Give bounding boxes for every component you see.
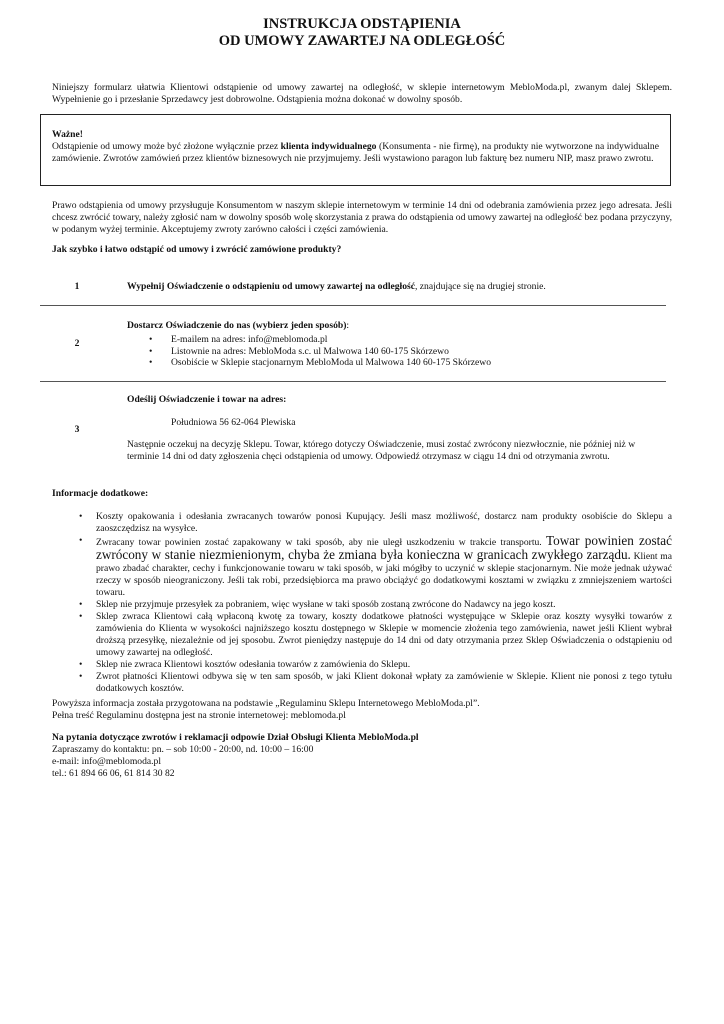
info-item: • Sklep zwraca Klientowi całą wpłaconą kwotę za towary, koszty dodatkowe płatności występujące w Sklepie oraz koszty wysyłki towarów z zamówienia do Klienta w wysokości najniższego kosztu dostępnego w Sklepie w momencie złożenia tego zamówienia, nawet jeśli Klient wybrał droższą przesyłkę, niezależnie od jej sposobu. Zwrot pieniędzy następuje do 14 dni od daty otrzymania przez Sklep Oświadczenia o odstąpieniu od umowy zawartej na odległość. xyxy=(52,611,672,659)
step-1-bold: Wypełnij Oświadczenie o odstąpieniu od umowy zawartej na odległość xyxy=(127,281,415,292)
document-title xyxy=(0,16,724,50)
basis-note xyxy=(52,698,672,722)
info-item: • Koszty opakowania i odesłania zwracanych towarów ponosi Kupujący. Jeśli masz możliwość, dostarcz nam produkty osobiście do Sklepu a zaoszczędzisz na wysyłce. xyxy=(52,511,672,535)
contact-phone: tel.: 61 894 66 06, 61 814 30 82 xyxy=(52,768,175,779)
info-item xyxy=(52,535,672,599)
title-line-2: OD UMOWY ZAWARTEJ NA ODLEGŁOŚĆ xyxy=(218,33,506,49)
step-1-number: 1 xyxy=(74,281,80,292)
info-item: • Sklep nie zwraca Klientowi kosztów odesłania towarów z zamówienia do Sklepu. xyxy=(52,659,672,671)
contact-section xyxy=(52,732,672,780)
step-2-number: 2 xyxy=(74,338,80,349)
intro-paragraph: Niniejszy formularz ułatwia Klientowi odstąpienie od umowy zawartej na odległość, w sklepie internetowym MebloModa.pl, zwanym dalej Sklepem. Wypełnienie go i przesłanie Sprzedawcy jest dobrowolne. Odstąpienia można dokonać w dowolny sposób. xyxy=(52,82,672,105)
step-divider xyxy=(40,305,666,306)
info-item: • Zwrot płatności Klientowi odbywa się w ten sam sposób, w jaki Klient dokonał wpłaty za zamówienie w Sklepie. Klient nie ponosi z tego tytułu dodatkowych kosztów. xyxy=(52,671,672,695)
step-1-rest: , znajdujące się na drugiej stronie. xyxy=(415,281,546,292)
step-2-text xyxy=(127,320,667,369)
contact-heading: Na pytania dotyczące zwrotów i reklamacji odpowie Dział Obsługi Klienta MebloModa.pl xyxy=(52,732,419,743)
notice-text-start: Odstąpienie od umowy może być złożone wyłącznie przez xyxy=(52,141,281,152)
contact-email: e-mail: info@meblomoda.pl xyxy=(52,756,162,767)
contact-hours: Zapraszamy do kontaktu: pn. – sob 10:00 - 20:00, nd. 10:00 – 16:00 xyxy=(52,744,314,755)
basis-line-1: Powyższa informacja została przygotowana na podstawie „Regulaminu Sklepu Internetowego MebloModa.pl”. xyxy=(52,698,480,709)
step-2-rest: : xyxy=(346,320,350,331)
step-3-number: 3 xyxy=(74,424,80,435)
title-line-1: INSTRUKCJA ODSTĄPIENIA xyxy=(263,16,461,32)
info-item-start: Zwracany towar powinien zostać zapakowany w taki sposób, aby nie uległ uszkodzeniu w trakcie transportu. xyxy=(96,537,547,548)
notice-text-end: (Konsumenta - nie firmę), na produkty nie wytworzone na indywidualne zamówienie. Zwrotów zamówień przez klientów biznesowych nie przyjmujemy. Jeśli wystawiono paragon lub fakturę bez numeru NIP, masz prawo zwrotu. xyxy=(52,141,659,164)
step-divider xyxy=(40,381,666,382)
step-3-note: Następnie oczekuj na decyzję Sklepu. Towar, którego dotyczy Oświadczenie, musi zostać zwrócony niezwłocznie, nie później niż w terminie 14 dni od daty zgłoszenia chęci odstąpienia od umowy. Odpowiedź otrzymasz w ciągu 14 dni od otrzymania zwrotu. xyxy=(127,439,636,462)
info-heading: Informacje dodatkowe: xyxy=(52,488,149,499)
delivery-option: • Osobiście w Sklepie stacjonarnym MebloModa ul Malwowa 140 60-175 Skórzewo xyxy=(171,357,667,369)
notice-heading: Ważne! xyxy=(52,129,83,140)
rights-paragraph: Prawo odstąpienia od umowy przysługuje Konsumentom w naszym sklepie internetowym w terminie 14 dni od odebrania zamówienia przez jego adresata. Jeśli chcesz zwrócić towary, należy zgłosić nam w dowolny sposób wolę skorzystania z prawa do odstąpienia od umowy zawartej na odległość bez podana przyczyny, w podanym wyżej terminie. Akceptujemy zwroty zarówno całości i części zamówienia. xyxy=(52,200,673,235)
info-item-end: Klient ma prawo zbadać charakter, cechy i funkcjonowanie towaru w taki sposób, w jaki mógłby to uczynić w sklepie stacjonarnym. Nie może jednak używać rzeczy w sposób nieograniczony. Jeśli tak robi, przedsiębiorca ma prawo obciążyć go dodatkowymi kosztami w związku z zmniejszeniem wartości towaru. xyxy=(96,551,672,598)
step-3-heading: Odeślij Oświadczenie i towar na adres: xyxy=(127,394,287,405)
question-heading: Jak szybko i łatwo odstąpić od umowy i zwrócić zamówione produkty? xyxy=(52,244,342,255)
info-list xyxy=(52,511,672,695)
return-address: Południowa 56 62-064 Plewiska xyxy=(171,417,296,428)
notice-text xyxy=(52,141,659,165)
info-item-emphasis: Towar powinien zostać zwrócony w stanie niezmienionym, chyba że zmiana była konieczna w granicach zwykłego zarządu. xyxy=(96,533,672,562)
info-item: • Sklep nie przyjmuje przesyłek za pobraniem, więc wysłane w taki sposób zostaną zwrócone do Nadawcy na jego koszt. xyxy=(52,599,672,611)
delivery-options-list xyxy=(127,334,667,369)
step-2-bold: Dostarcz Oświadczenie do nas (wybierz jeden sposób) xyxy=(127,320,347,331)
step-1-text xyxy=(127,281,667,293)
basis-line-2: Pełna treść Regulaminu dostępna jest na stronie internetowej: meblomoda.pl xyxy=(52,710,346,721)
notice-text-bold: klienta indywidualnego xyxy=(280,141,377,152)
notice-box xyxy=(40,114,671,186)
delivery-option: • Listownie na adres: MebloModa s.c. ul Malwowa 140 60-175 Skórzewo xyxy=(171,346,667,358)
delivery-option: • E-mailem na adres: info@meblomoda.pl xyxy=(171,334,667,346)
